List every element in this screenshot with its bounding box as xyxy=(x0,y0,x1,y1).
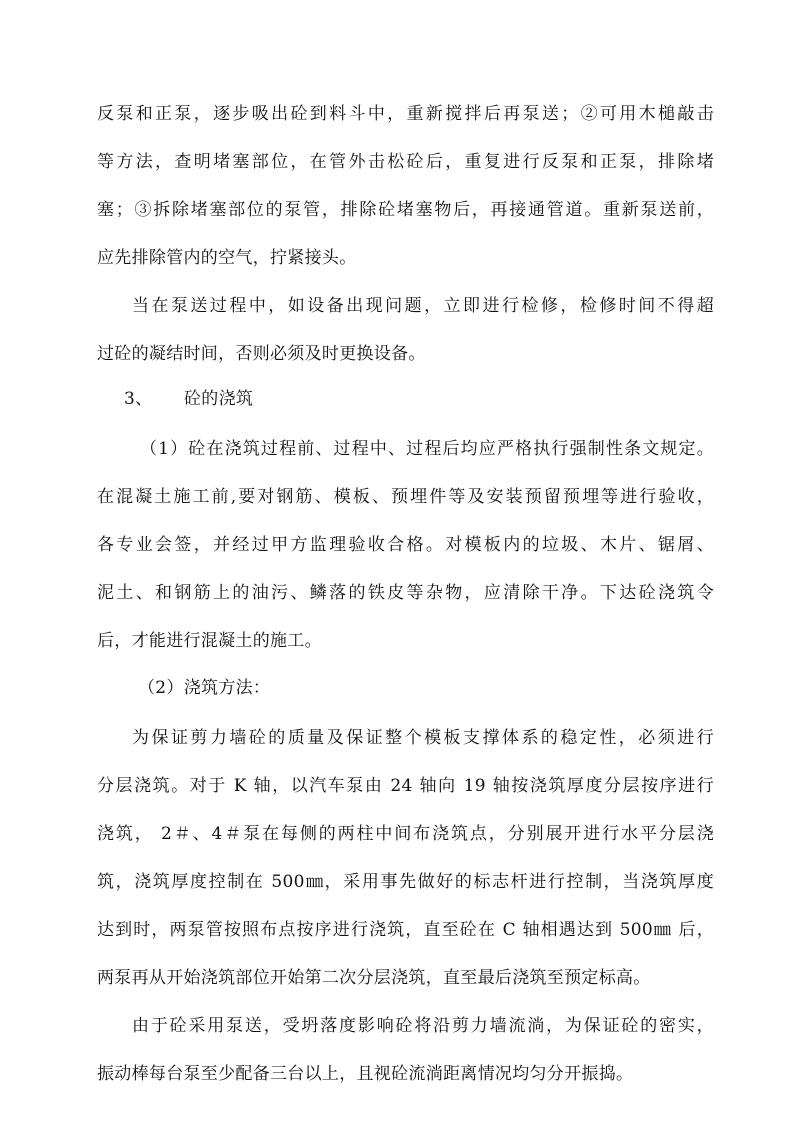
paragraph-line: 塞；③拆除堵塞部位的泵管，排除砼堵塞物后，再接通管道。重新泵送前， xyxy=(97,200,714,220)
paragraph-line: 达到时，两泵管按照布点按序进行浇筑，直至砼在 C 轴相遇达到 500㎜ 后， xyxy=(97,920,714,940)
paragraph-line: 为保证剪力墙砼的质量及保证整个模板支撑体系的稳定性，必须进行 xyxy=(132,728,714,748)
paragraph-line: 当在泵送过程中，如设备出现问题，立即进行检修，检修时间不得超 xyxy=(132,296,714,316)
paragraph-line: 等方法，查明堵塞部位，在管外击松砼后，重复进行反泵和正泵，排除堵 xyxy=(97,152,714,172)
paragraph-line: 两泵再从开始浇筑部位开始第二次分层浇筑，直至最后浇筑至预定标高。 xyxy=(97,968,651,988)
paragraph-line: 由于砼采用泵送，受坍落度影响砼将沿剪力墙流淌，为保证砼的密实， xyxy=(132,1016,714,1036)
paragraph-line: 振动棒每台泵至少配备三台以上，且视砼流淌距离情况均匀分开振捣。 xyxy=(97,1064,634,1084)
paragraph-line: 后，才能进行混凝土的施工。 xyxy=(97,631,322,651)
paragraph-line: 应先排除管内的空气，拧紧接头。 xyxy=(97,248,357,268)
section-heading: 砼的浇筑 xyxy=(184,389,254,409)
paragraph-line: （1）砼在浇筑过程前、过程中、过程后均应严格执行强制性条文规定。 xyxy=(140,439,714,459)
section-number: 3、 xyxy=(124,389,153,409)
paragraph-line: 各专业会签，并经过甲方监理验收合格。对模板内的垃圾、木片、锯屑、 xyxy=(97,535,714,555)
paragraph-line: 反泵和正泵，逐步吸出砼到料斗中，重新搅拌后再泵送；②可用木槌敲击 xyxy=(97,104,714,124)
paragraph-line: 浇筑， 2＃、4＃泵在每侧的两柱中间布浇筑点，分别展开进行水平分层浇 xyxy=(97,824,714,844)
paragraph-line: 泥土、和钢筋上的油污、鳞落的铁皮等杂物，应清除干净。下达砼浇筑令 xyxy=(97,583,714,603)
paragraph-line: 分层浇筑。对于 K 轴，以汽车泵由 24 轴向 19 轴按浇筑厚度分层按序进行 xyxy=(97,776,714,796)
paragraph-line: 在混凝土施工前,要对钢筋、模板、预埋件等及安装预留预埋等进行验收， xyxy=(97,487,714,507)
paragraph-line: 过砼的凝结时间，否则必须及时更换设备。 xyxy=(97,344,426,364)
paragraph-line: 筑，浇筑厚度控制在 500㎜，采用事先做好的标志杆进行控制，当浇筑厚度 xyxy=(97,872,714,892)
subsection-heading: （2）浇筑方法： xyxy=(138,678,271,698)
